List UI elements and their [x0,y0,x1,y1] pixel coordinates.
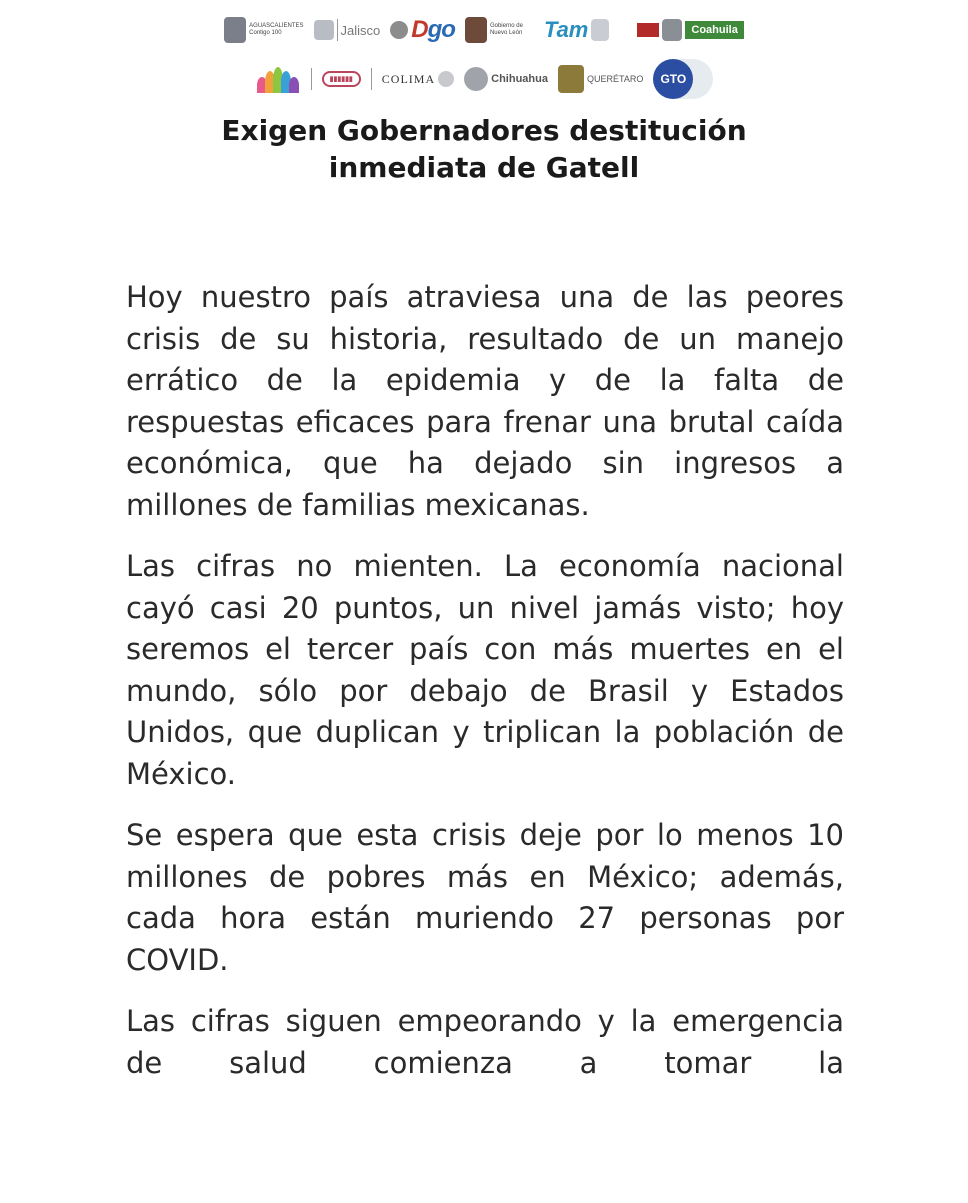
queretaro-label: QUERÉTARO [586,74,644,84]
chihuahua-logo [464,67,548,91]
paragraph: Hoy nuestro país atraviesa una de las peores crisis de su historia, resultado de un manejo errático de la epidemia y de la falta de respuestas eficaces para frenar una brutal caída económica, que ha dejado sin ingresos a millones de familias mexicanas. [126,280,844,522]
durango-label-a: D [411,16,428,43]
durango-seal-icon [390,21,408,39]
colima-logo [382,71,454,87]
guanajuato-label: GTO [653,59,693,99]
title-line-2: inmediata de Gatell [328,151,640,184]
nuevo-leon-seal-icon [465,17,487,43]
document-title [0,112,968,186]
nuevo-leon-logo [465,17,534,43]
title-line-1: Exigen Gobernadores destitución [221,114,747,147]
article-body [126,277,844,1104]
state-logos-row-bottom [0,56,968,102]
logo-divider [371,68,372,90]
logo-divider [311,68,312,90]
colima-label: COLIMA [381,71,436,86]
tamaulipas-seal-icon [591,19,609,41]
aguascalientes-seal-icon [224,17,246,43]
queretaro-logo [558,65,643,93]
paragraph: Las cifras siguen empeorando y la emergencia de salud comienza a tomar la [126,1004,844,1080]
chihuahua-seal-icon [464,67,488,91]
colima-seal-icon [438,71,454,87]
chihuahua-label: Chihuahua [491,73,548,85]
paragraph: Se espera que esta crisis deje por lo menos 10 millones de pobres más en México; además, cada hora están muriendo 27 personas por COVID. [126,818,844,977]
coahuila-seal-icon [662,19,682,41]
durango-label-b: go [427,16,455,43]
aguascalientes-sublabel: Contigo 100 [249,30,282,36]
coahuila-label: Coahuila [685,21,743,39]
jalisco-label: Jalisco [340,22,381,38]
nuevo-leon-label: Gobierno de Nuevo León [489,23,523,36]
jalisco-seal-icon [314,20,334,40]
aguascalientes-label: AGUASCALIENTES [249,23,304,29]
tamaulipas-logo [544,17,609,43]
jalisco-logo [314,19,381,41]
flower-logo-icon [255,65,301,93]
logo-divider [337,19,338,41]
state-logos-row-top [0,10,968,50]
aguascalientes-logo [224,17,303,43]
queretaro-seal-icon [558,65,584,93]
michoacan-logo [255,65,301,93]
durango-logo [390,16,455,44]
tamaulipas-label: Tam [543,17,589,42]
coahuila-flag-icon [637,23,659,37]
coahuila-logo [637,19,743,41]
zacatecas-logo [322,71,361,87]
guanajuato-logo [653,59,713,99]
zacatecas-badge-icon: ▮▮▮▮▮▮ [322,71,361,87]
paragraph: Las cifras no mienten. La economía nacional cayó casi 20 puntos, un nivel jamás visto; hoy seremos el tercer país con más muertes en el mundo, sólo por debajo de Brasil y Estados Unidos, que duplican y triplican la población de México. [126,549,844,791]
